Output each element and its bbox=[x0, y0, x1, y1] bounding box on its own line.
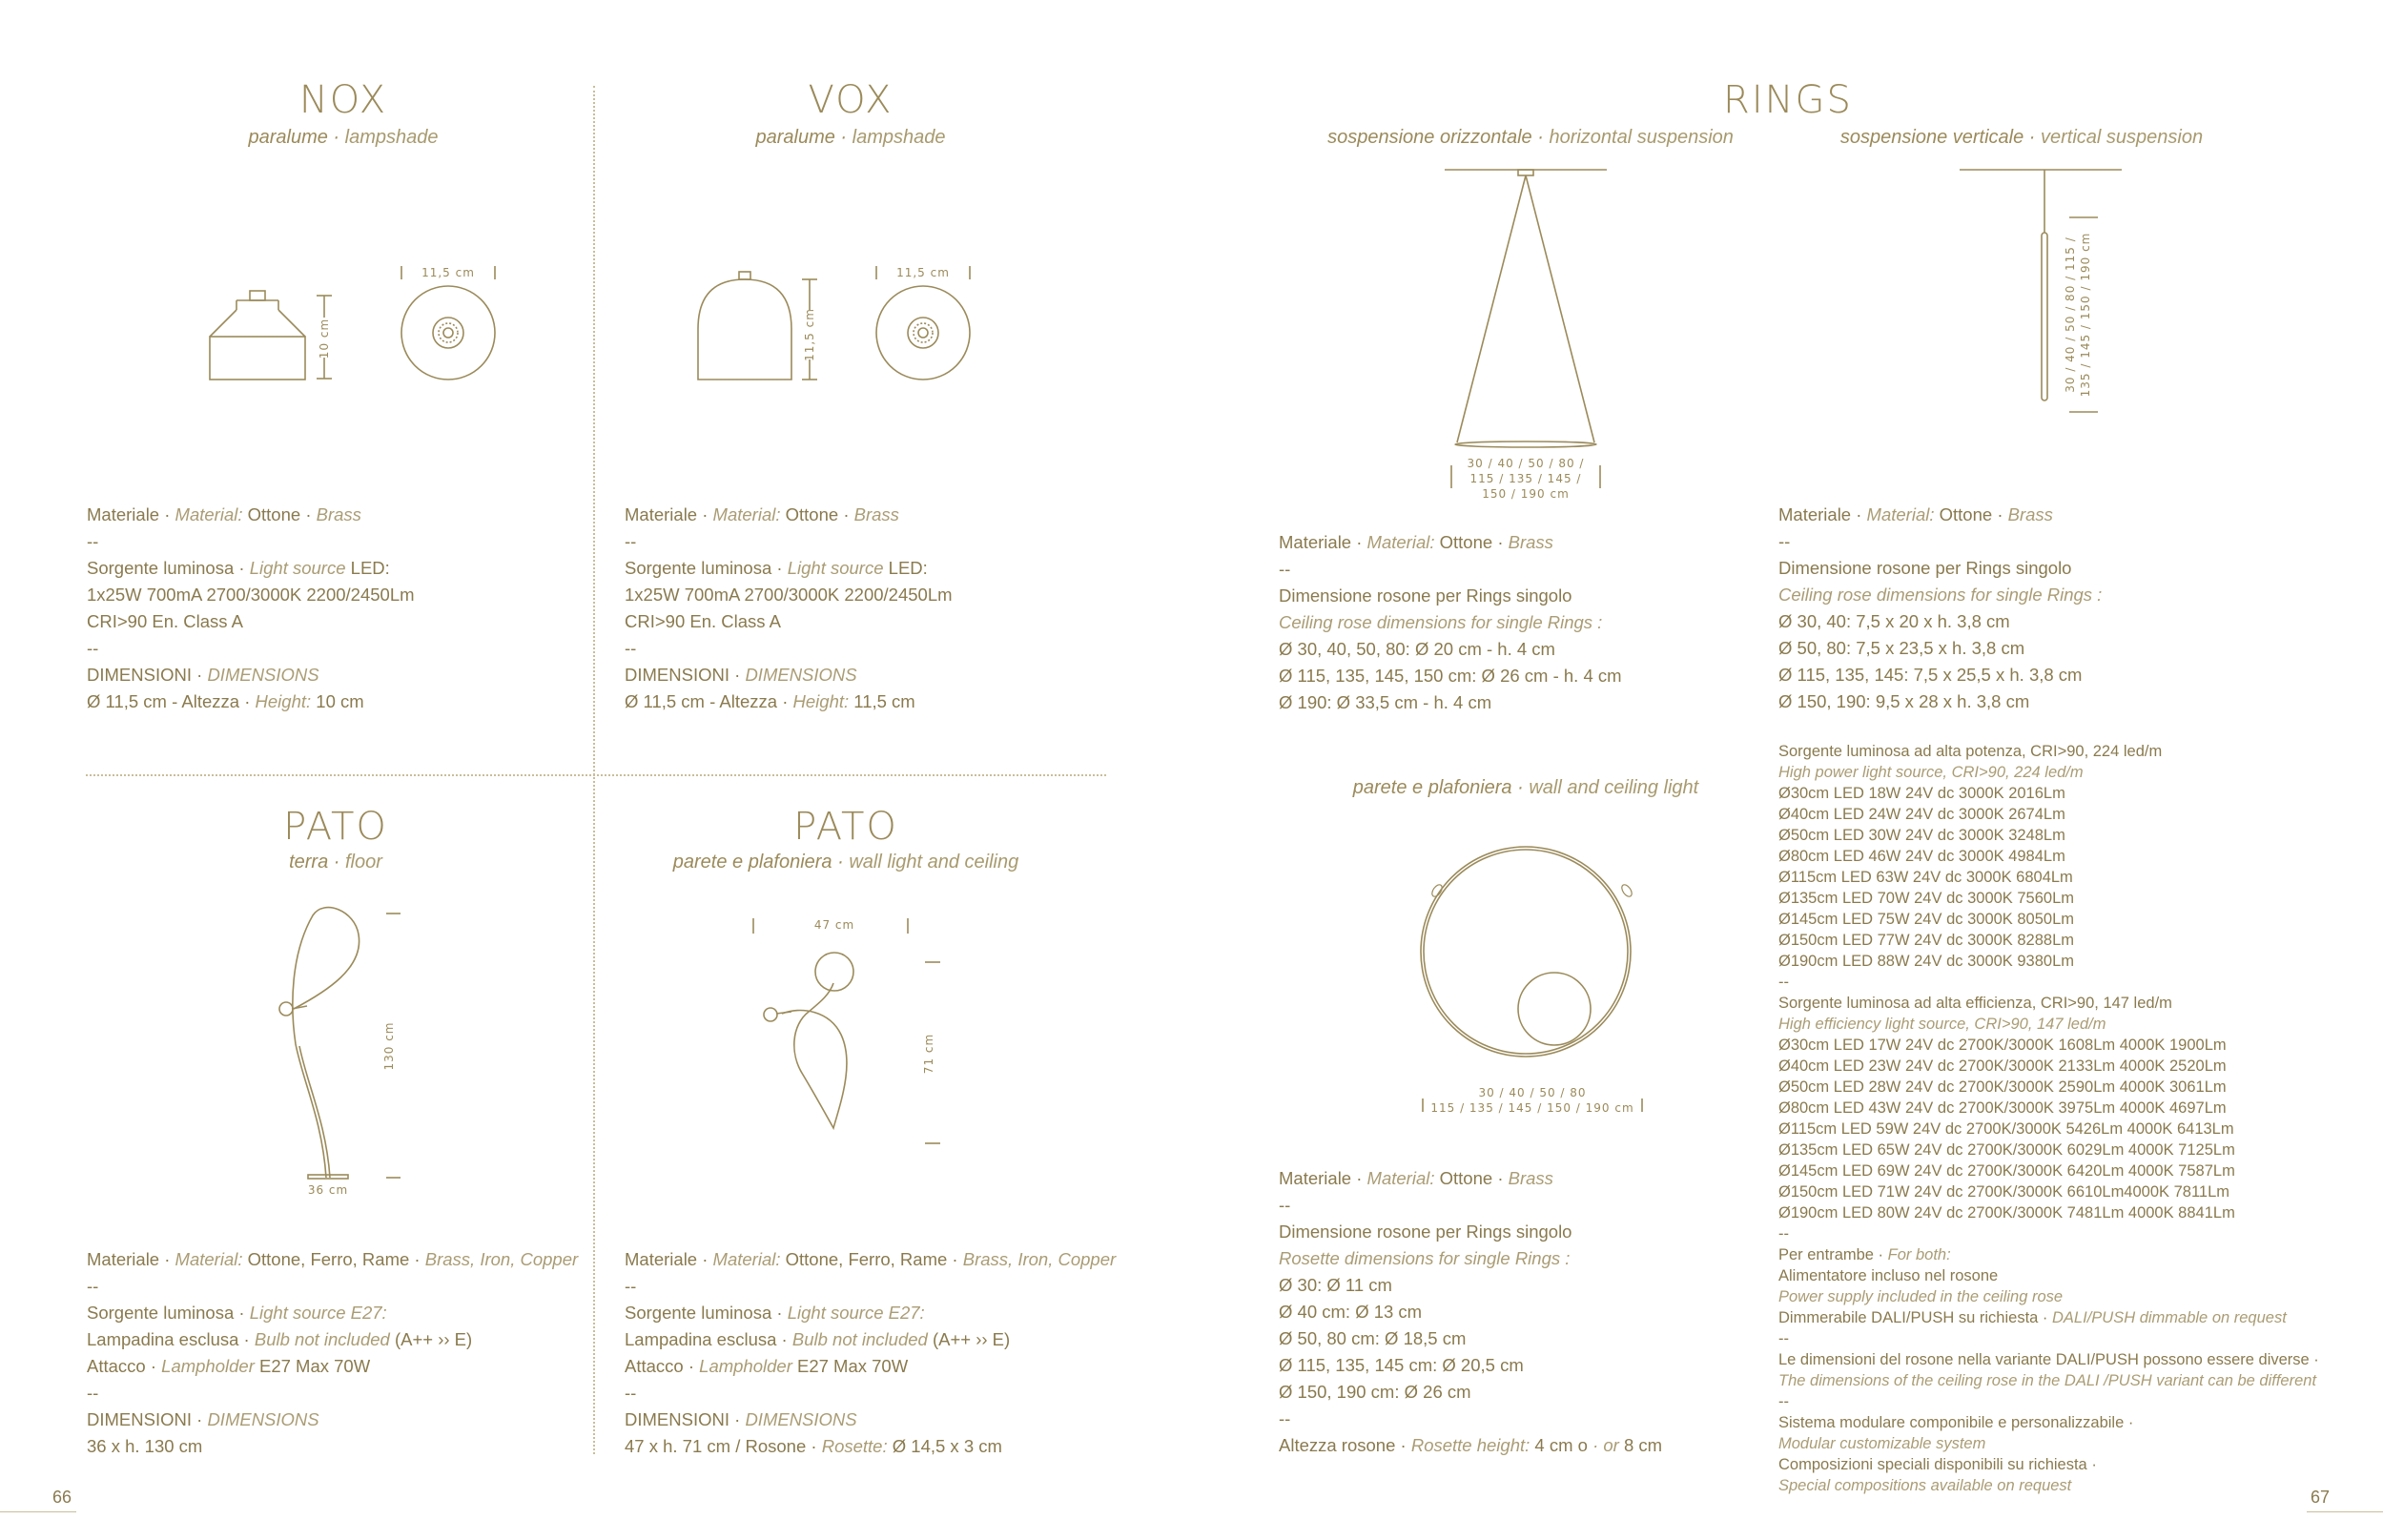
list-item: Ø150cm LED 71W 24V dc 2700K/3000K 6610Lm4000K 7811Lm bbox=[1778, 1183, 2230, 1201]
rings-power-specs: Sorgente luminosa ad alta potenza, CRI>90, 224 led/m High power light source, CRI>90, 224 led/m Ø30cm LED 18W 24V dc 3000K 2016Lm Ø40cm LED 24W 24V dc 3000K 2674Lm Ø50cm LED 30W 24V dc 3000K 3248Lm Ø80cm LED 46W 24V dc 3000K 4984Lm Ø115cm LED 63W 24V dc 3000K 6804Lm Ø135cm LED 70W 24V dc 3000K 7560Lm Ø145cm LED 75W 24V dc 3000K 8050Lm Ø150cm LED 77W 24V dc 3000K 8288Lm Ø190cm LED 88W 24V dc 3000K 9380Lm -- Sorgente luminosa ad alta efficienza, CRI>90, 147 led/m High efficiency light source, CRI>90, 147 led/m Ø30cm LED 17W 24V dc 2700K/3000K 1608Lm 4000K 1900Lm Ø40cm LED 23W 24V dc 2700K/3000K 2133Lm 4000K 2520Lm Ø50cm LED 28W 24V dc 2700K/3000K 2590Lm 4000K 3061Lm Ø80cm LED 43W 24V dc 2700K/3000K 3975Lm 4000K 4697Lm Ø115cm LED 59W 24V dc 2700K/3000K 5426Lm 4000K 6413Lm Ø135cm LED 65W 24V dc 2700K/3000K 6029Lm 4000K 7125Lm Ø145cm LED 69W 24V dc 2700K/3000K 6420Lm 4000K 7587Lm Ø150cm LED 71W 24V dc 2700K/3000K 6610Lm4000K 7811Lm Ø190cm LED 80W 24V dc 2700K/3000K 7481Lm 4000K 8841Lm -- Per entrambe · For both: Alimentatore incluso nel rosone Power supply included in the ceiling rose Dimmerabile DALI/PUSH su richiesta · DALI/PUSH dimmable on request -- Le dimensioni del rosone nella variante DALI/PUSH possono essere diverse · The dimensions of the ceiling rose in the DALI /PUSH variant can be different -- Sistema modulare componibile e personalizzabile · Modular customizable system Composizioni speciali disponibili su richiesta · Special compositions available on request bbox=[1778, 743, 2319, 1494]
list-item: Ø50cm LED 28W 24V dc 2700K/3000K 2590Lm 4000K 3061Lm bbox=[1778, 1078, 2227, 1096]
product-subtitle-pato-wall: parete e plafoniera · wall light and ceiling bbox=[672, 852, 1019, 873]
list-item: Ø115cm LED 63W 24V dc 3000K 6804Lm bbox=[1778, 869, 2073, 886]
rings-horizontal-specs: Materiale · Material: Ottone · Brass -- Dimensione rosone per Rings singolo Ceiling rose dimensions for single Rings : Ø 30, 40, 50, 80: Ø 20 cm - h. 4 cm Ø 115, 135, 145, 150 cm: Ø 26 cm - h. 4 cm Ø 190: Ø 33,5 cm - h. 4 cm bbox=[1279, 532, 1622, 712]
rings-vertical-subtitle: sospensione verticale · vertical suspension bbox=[1839, 127, 2204, 148]
rings-wall-drawing bbox=[1402, 820, 1650, 1120]
pato-floor-height-label: 130 cm bbox=[382, 1021, 396, 1071]
product-title-pato-wall: PATO bbox=[793, 805, 898, 849]
list-item: Ø135cm LED 65W 24V dc 2700K/3000K 6029Lm 4000K 7125Lm bbox=[1778, 1141, 2235, 1159]
vox-specs: Materiale · Material: Ottone · Brass -- Sorgente luminosa · Light source LED: 1x25W 700mA 2700/3000K 2200/2450Lm CRI>90 En. Class A -- DIMENSIONI · DIMENSIONS Ø 11,5 cm - Altezza · Height: 11,5 cm bbox=[625, 504, 953, 711]
list-item: Ø50cm LED 30W 24V dc 3000K 3248Lm bbox=[1778, 827, 2065, 844]
product-title-nox: NOX bbox=[298, 78, 388, 122]
product-subtitle-vox: paralume · lampshade bbox=[755, 127, 946, 148]
list-item: Ø145cm LED 75W 24V dc 3000K 8050Lm bbox=[1778, 911, 2075, 928]
rings-horizontal-dim-line3: 150 / 190 cm bbox=[1482, 487, 1570, 501]
list-item: Ø80cm LED 46W 24V dc 3000K 4984Lm bbox=[1778, 848, 2065, 865]
list-item: Ø150cm LED 77W 24V dc 3000K 8288Lm bbox=[1778, 932, 2075, 949]
list-item: Ø30cm LED 18W 24V dc 3000K 2016Lm bbox=[1778, 785, 2065, 802]
rings-vertical-dim-line2: 135 / 145 / 150 / 190 cm bbox=[2079, 232, 2092, 398]
nox-specs: Materiale · Material: Ottone · Brass -- Sorgente luminosa · Light source LED: 1x25W 700mA 2700/3000K 2200/2450Lm CRI>90 En. Class A -- DIMENSIONI · DIMENSIONS Ø 11,5 cm - Altezza · Height: 10 cm bbox=[87, 504, 415, 711]
list-item: Ø40cm LED 24W 24V dc 3000K 2674Lm bbox=[1778, 806, 2065, 823]
rings-horizontal-dim-line2: 115 / 135 / 145 / bbox=[1469, 472, 1582, 485]
list-item: Ø115cm LED 59W 24V dc 2700K/3000K 5426Lm 4000K 6413Lm bbox=[1778, 1120, 2234, 1138]
list-item: Ø30cm LED 17W 24V dc 2700K/3000K 1608Lm 4000K 1900Lm bbox=[1778, 1037, 2227, 1054]
pato-floor-specs: Materiale · Material: Ottone, Ferro, Rame · Brass, Iron, Copper -- Sorgente luminosa · Light source E27: Lampadina esclusa · Bulb not included (A++ ›› E) Attacco · Lampholder E27 Max 70W -- DIMENSIONI · DIMENSIONS 36 x h. 130 cm bbox=[87, 1249, 579, 1456]
list-item: Ø145cm LED 69W 24V dc 2700K/3000K 6420Lm 4000K 7587Lm bbox=[1778, 1162, 2235, 1180]
vox-width-label: 11,5 cm bbox=[896, 266, 950, 279]
pato-wall-width-label: 47 cm bbox=[813, 918, 855, 932]
vertical-divider bbox=[593, 86, 595, 1454]
rings-horizontal-drawing bbox=[1430, 162, 1631, 505]
product-title-rings: RINGS bbox=[1723, 78, 1853, 122]
product-subtitle-pato-floor: terra · floor bbox=[289, 852, 382, 873]
vox-height-label: 11,5 cm bbox=[803, 308, 816, 361]
rings-wall-subtitle: parete e plafoniera · wall and ceiling light bbox=[1352, 777, 1699, 798]
pato-wall-specs: Materiale · Material: Ottone, Ferro, Rame · Brass, Iron, Copper -- Sorgente luminosa · Light source E27: Lampadina esclusa · Bulb not included (A++ ›› E) Attacco · Lampholder E27 Max 70W -- DIMENSIONI · DIMENSIONS 47 x h. 71 cm / Rosone · Rosette: Ø 14,5 x 3 cm bbox=[625, 1249, 1117, 1456]
list-item: Ø190cm LED 80W 24V dc 2700K/3000K 7481Lm 4000K 8841Lm bbox=[1778, 1204, 2235, 1222]
rings-vertical-specs: Materiale · Material: Ottone · Brass -- Dimensione rosone per Rings singolo Ceiling rose dimensions for single Rings : Ø 30, 40: 7,5 x 20 x h. 3,8 cm Ø 50, 80: 7,5 x 23,5 x h. 3,8 cm Ø 115, 135, 145: 7,5 x 25,5 x h. 3,8 cm Ø 150, 190: 9,5 x 28 x h. 3,8 cm bbox=[1778, 504, 2103, 711]
rings-vertical-dim-line1: 30 / 40 / 50 / 80 / 115 / bbox=[2064, 236, 2077, 393]
left-page-rule bbox=[0, 1511, 76, 1512]
page-number-left: 66 bbox=[52, 1488, 72, 1507]
rings-wall-specs: Materiale · Material: Ottone · Brass -- Dimensione rosone per Rings singolo Rosette dimensions for single Rings : Ø 30: Ø 11 cm Ø 40 cm: Ø 13 cm Ø 50, 80 cm: Ø 18,5 cm Ø 115, 135, 145 cm: Ø 20,5 cm Ø 150, 190 cm: Ø 26 cm -- Altezza rosone · Rosette height: 4 cm o · or 8 cm bbox=[1279, 1168, 1663, 1455]
pato-wall-drawing bbox=[734, 911, 963, 1159]
nox-width-label: 11,5 cm bbox=[421, 266, 475, 279]
page-number-right: 67 bbox=[2311, 1488, 2331, 1507]
pato-floor-width-label: 36 cm bbox=[307, 1183, 349, 1197]
horizontal-divider bbox=[86, 774, 1106, 776]
right-page-rule bbox=[2307, 1511, 2383, 1512]
nox-height-label: 10 cm bbox=[318, 318, 331, 359]
product-title-vox: VOX bbox=[808, 78, 894, 122]
product-subtitle-nox: paralume · lampshade bbox=[248, 127, 439, 148]
pato-wall-height-label: 71 cm bbox=[922, 1033, 935, 1075]
rings-horizontal-dim-line1: 30 / 40 / 50 / 80 / bbox=[1467, 457, 1585, 470]
nox-drawing bbox=[191, 253, 515, 396]
rings-horizontal-subtitle: sospensione orizzontale · horizontal suspension bbox=[1327, 127, 1734, 148]
rings-vertical-drawing bbox=[1945, 162, 2155, 420]
list-item: Ø135cm LED 70W 24V dc 3000K 7560Lm bbox=[1778, 890, 2075, 907]
list-item: Ø190cm LED 88W 24V dc 3000K 9380Lm bbox=[1778, 953, 2075, 970]
list-item: Ø80cm LED 43W 24V dc 2700K/3000K 3975Lm 4000K 4697Lm bbox=[1778, 1099, 2227, 1117]
product-title-pato-floor: PATO bbox=[283, 805, 388, 849]
pato-floor-drawing bbox=[248, 901, 439, 1206]
rings-wall-dim-line1: 30 / 40 / 50 / 80 bbox=[1478, 1086, 1587, 1099]
rings-wall-dim-line2: 115 / 135 / 145 / 150 / 190 cm bbox=[1430, 1101, 1634, 1115]
vox-drawing bbox=[682, 253, 1006, 396]
list-item: Ø40cm LED 23W 24V dc 2700K/3000K 2133Lm 4000K 2520Lm bbox=[1778, 1057, 2227, 1075]
